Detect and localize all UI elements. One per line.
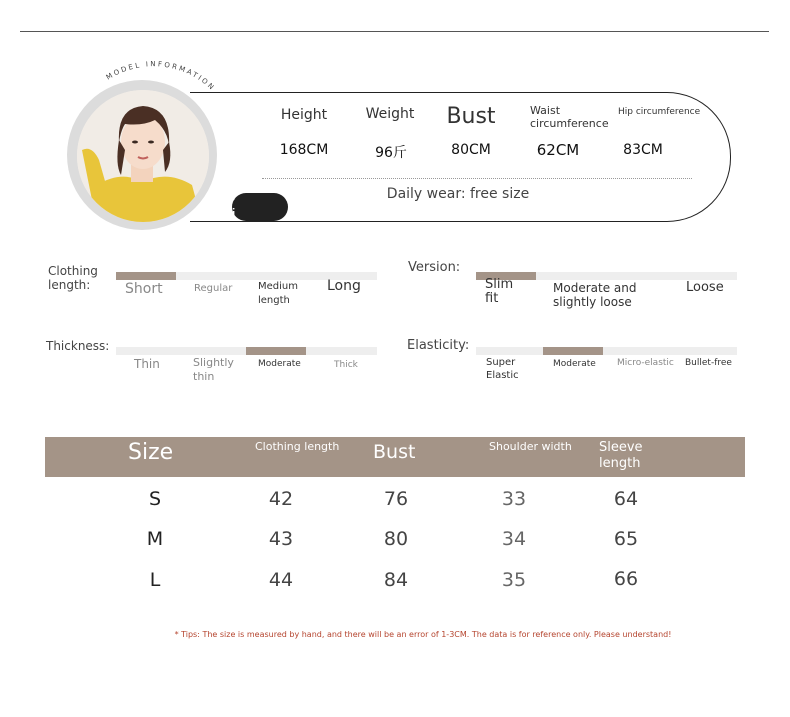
card-divider [262,178,692,179]
hip-label: Hip circumference [618,107,701,117]
version-option: Moderate and slightly loose [553,281,637,309]
table-cell: 34 [501,528,527,550]
clothing-length-option: Short [125,281,163,297]
bust-label: Bust [446,104,496,129]
table-cell: 35 [501,569,527,591]
table-cell: L [149,569,161,591]
name-tag [232,193,288,221]
table-cell: 65 [613,528,639,550]
header-bust: Bust [373,441,416,463]
table-cell: M [146,528,164,550]
header-sleeve-length: Sleeve length [599,440,643,471]
header-size: Size [128,440,174,465]
model-name-line2: Rui [210,205,236,224]
table-cell: 43 [268,528,294,550]
clothing-length-option: Medium length [258,281,298,306]
version-option: Loose [686,280,724,295]
weight-label: Weight [365,106,415,122]
elasticity-selected [543,347,603,355]
thickness-option: Thick [334,360,358,370]
table-cell: S [148,488,162,510]
table-cell: 76 [383,488,409,510]
thickness-option: Slightly thin [193,356,234,383]
elasticity-option: Moderate [553,359,596,369]
waist-value: 62CM [536,141,580,159]
hip-value: 83CM [623,142,663,158]
table-cell: 84 [383,569,409,591]
clothing-length-option: Long [327,278,361,294]
top-divider [20,31,769,32]
elasticity-option: Bullet-free [685,358,732,368]
elasticity-option: Micro-elastic [617,358,674,368]
clothing-length-selected [116,272,176,280]
table-cell: 44 [268,569,294,591]
elasticity-option: Super Elastic [486,357,519,381]
model-name-line1: Rui [210,185,236,204]
height-label: Height [280,107,328,123]
header-clothing-length: Clothing length [255,440,340,453]
elasticity-title: Elasticity: [407,338,470,353]
thickness-selected [246,347,306,355]
table-cell: 42 [268,488,294,510]
table-cell: 64 [613,488,639,510]
height-value: 168CM [279,142,329,158]
thickness-option: Moderate [258,359,301,369]
table-cell: 80 [383,528,409,550]
svg-text:MODEL INFORMATION: MODEL INFORMATION [104,60,217,93]
header-shoulder-width: Shoulder width [489,440,572,453]
clothing-length-title: Clothing length: [48,264,98,292]
size-tip: * Tips: The size is measured by hand, and there will be an error of 1-3CM. The data is for reference only. Please understand! [174,630,672,639]
version-title: Version: [408,260,461,275]
bust-value: 80CM [451,142,491,158]
elasticity-track [476,347,737,355]
waist-label: Waist circumference [530,104,609,130]
weight-value: 96斤 [375,145,407,161]
thickness-option: Thin [134,357,160,371]
thickness-title: Thickness: [46,339,110,353]
version-option: Slim fit [485,277,514,306]
daily-wear-note: Daily wear: free size [386,186,530,202]
clothing-length-option: Regular [194,283,233,294]
table-cell: 33 [501,488,527,510]
table-cell: 66 [613,568,639,590]
